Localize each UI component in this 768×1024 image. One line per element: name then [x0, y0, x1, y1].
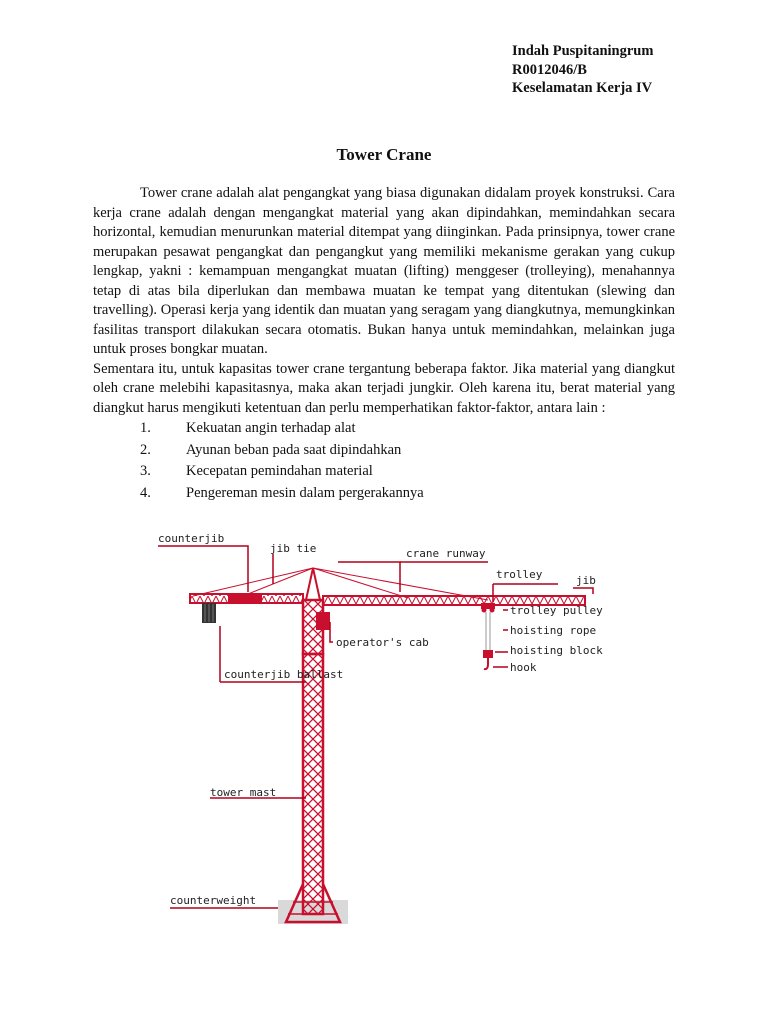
author-name: Indah Puspitaningrum	[512, 43, 654, 59]
label-crane-runway: crane runway	[406, 547, 486, 560]
paragraph-intro: Tower crane adalah alat pengangkat yang biasa digunakan didalam proyek konstruksi. Cara kerja crane adalah dengan mengangkat material yang akan dipindahkan, memindahkan secara horizontal, kemudian menurunkan material ditempat yang diinginkan. Pada prinsipnya, tower crane merupakan pesawat pengangkat dan pengangkut yang memiliki mekanisme gerakan yang cukup lengkap, yakni : kemampuan mengangkat muatan (lifting) menggeser (trolleying), menahannya tetap di atas bila diperlukan dan membawa muatan ke tempat yang ditentukan (slewing dan travelling). Operasi kerja yang identik dan muatan yang seragam yang diangkutnya, memungkinkan fasilitas transport dilakukan secara otomatis. Bukan hanya untuk memindahkan, melainkan juga untuk proses bongkar muatan.	[93, 185, 675, 357]
page-title: Tower Crane	[336, 145, 432, 164]
tower-crane-diagram	[148, 524, 608, 934]
author-header	[512, 42, 653, 98]
factor-list	[93, 418, 675, 504]
list-item-number: 1.	[140, 420, 151, 436]
list-item-text: Ayunan beban pada saat dipindahkan	[186, 441, 402, 458]
label-trolley-pulley: trolley pulley	[510, 604, 603, 617]
list-item-number: 4.	[140, 484, 151, 501]
list-item	[93, 483, 675, 505]
label-counterjib: counterjib	[158, 532, 225, 545]
label-hook: hook	[510, 661, 537, 674]
paragraph-capacity: Sementara itu, untuk kapasitas tower crane tergantung beberapa faktor. Jika material yang diangkut oleh crane melebihi kapasitasnya, maka akan terjadi jungkir. Oleh karena itu, berat material yang diangkut harus mengikuti ketentuan dan perlu memperhatikan faktor-faktor, antara lain :	[93, 360, 675, 416]
counterjib-ballast-block	[228, 595, 262, 602]
student-id: R0012046/B	[512, 61, 587, 78]
course-name: Keselamatan Kerja IV	[512, 80, 653, 96]
list-item	[93, 418, 675, 440]
label-operators-cab: operator's cab	[336, 636, 429, 649]
label-jib-tie: jib tie	[270, 542, 317, 555]
label-trolley: trolley	[496, 568, 543, 581]
crane-illustration	[148, 524, 608, 934]
list-item-text: Pengereman mesin dalam pergerakannya	[186, 484, 424, 501]
list-item-text: Kekuatan angin terhadap alat	[186, 420, 356, 436]
trolley-assembly	[481, 603, 495, 669]
tower-mast-structure	[286, 654, 340, 922]
document-body	[93, 184, 675, 504]
label-jib: jib	[576, 574, 596, 587]
label-tower-mast: tower mast	[210, 786, 277, 799]
crane-top-structure	[303, 568, 323, 654]
label-hoisting-block: hoisting block	[510, 644, 603, 657]
operators-cab-box	[316, 612, 330, 630]
list-item	[93, 461, 675, 483]
label-hoisting-rope: hoisting rope	[510, 624, 597, 637]
counterjib-structure	[190, 594, 303, 623]
list-item-number: 3.	[140, 463, 151, 479]
label-counterweight: counterweight	[170, 894, 257, 907]
label-counterjib-ballast: counterjib ballast	[224, 668, 344, 681]
list-item-text: Kecepatan pemindahan material	[186, 463, 373, 479]
list-item	[93, 440, 675, 462]
list-item-number: 2.	[140, 441, 151, 458]
